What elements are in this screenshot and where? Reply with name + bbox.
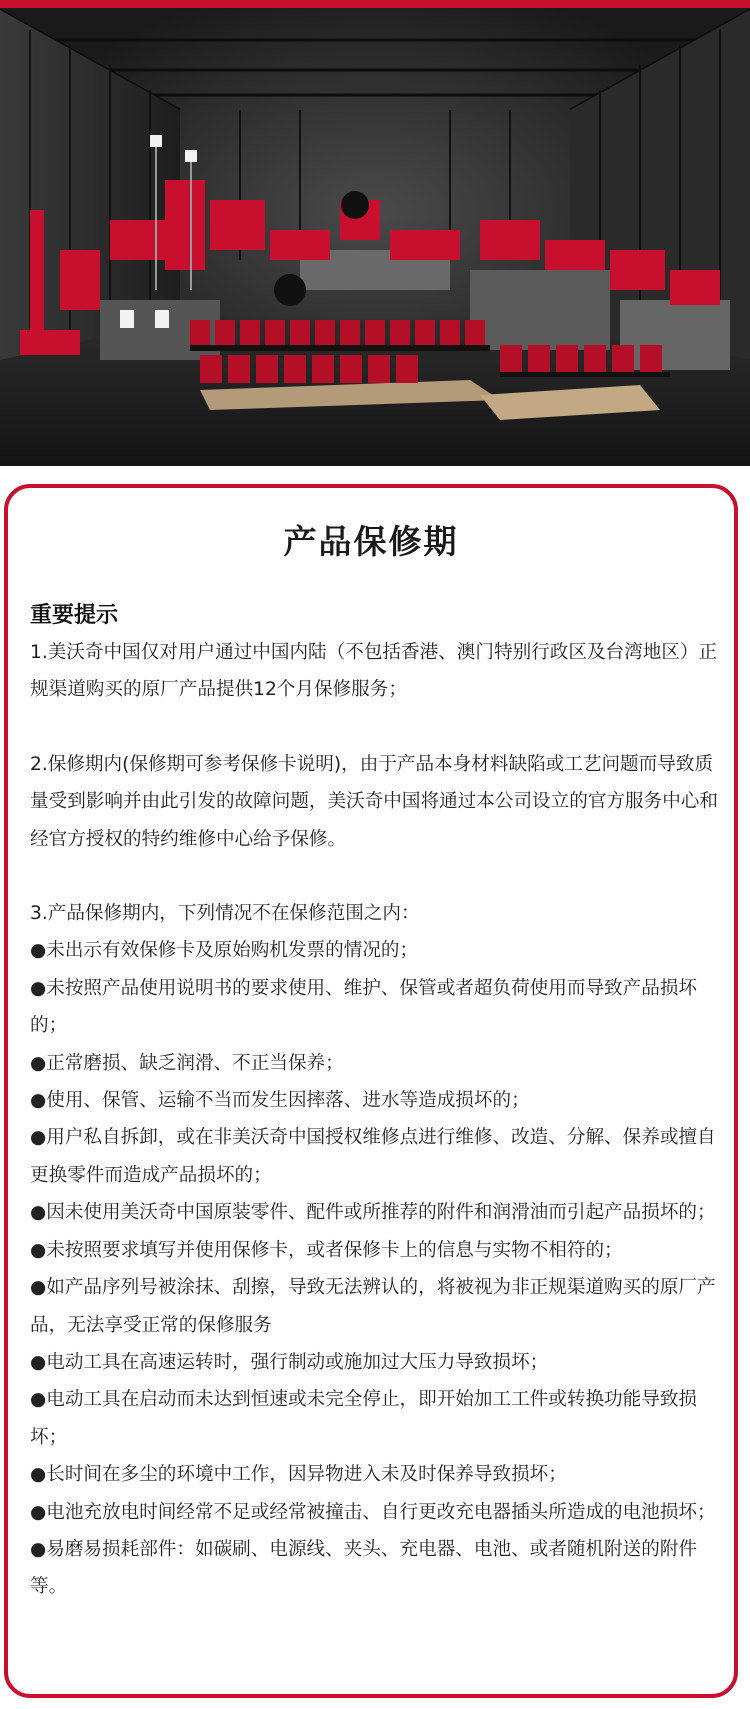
notice-heading: 重要提示	[30, 603, 119, 628]
list-item: ●电动工具在启动而未达到恒速或未完全停止，即开始加工工件或转换功能导致损坏；	[30, 1389, 698, 1448]
list-item: ●因未使用美沃奇中国原装零件、配件或所推荐的附件和润滑油而引起产品损坏的；	[30, 1202, 716, 1224]
paragraph-3: 3.产品保修期内，下列情况不在保修范围之内：	[30, 903, 420, 925]
list-item: ●未按照要求填写并使用保修卡，或者保修卡上的信息与实物不相符的；	[30, 1239, 623, 1261]
paragraph-1: 1.美沃奇中国仅对用户通过中国内陆（不包括香港、澳门特别行政区及台湾地区）正规渠道购买的原厂产品提供12个月保修服务；	[30, 642, 718, 701]
list-item: ●用户私自拆卸，或在非美沃奇中国授权维修点进行维修、改造、分解、保养或擅自更换零件而造成产品损坏的；	[30, 1127, 716, 1186]
hero-banner	[0, 0, 750, 466]
list-item: ●电动工具在高速运转时，强行制动或施加过大压力导致损坏；	[30, 1351, 549, 1373]
list-item: ●未出示有效保修卡及原始购机发票的情况的；	[30, 940, 419, 962]
list-item: ●易磨易损耗部件：如碳刷、电源线、夹头、充电器、电池、或者随机附送的附件等。	[30, 1538, 698, 1598]
list-item: ●正常磨损、缺乏润滑、不正当保养；	[30, 1052, 344, 1074]
warranty-body	[30, 598, 720, 1606]
tools-showroom-photo	[0, 0, 750, 466]
list-item: ●如产品序列号被涂抹、刮擦，导致无法辨认的，将被视为非正规渠道购买的原厂产品，无法享受正常的保修服务	[30, 1277, 716, 1336]
warranty-card	[4, 484, 738, 1698]
list-item: ●电池充放电时间经常不足或经常被撞击、自行更改充电器插头所造成的电池损坏；	[30, 1501, 716, 1523]
paragraph-2: 2.保修期内(保修期可参考保修卡说明)，由于产品本身材料缺陷或工艺问题而导致质量受到影响并由此引发的故障问题，美沃奇中国将通过本公司设立的官方服务中心和经官方授权的特约维修中心给予保修。	[30, 753, 718, 850]
page-title: 产品保修期	[283, 522, 459, 561]
list-item: ●长时间在多尘的环境中工作，因异物进入未及时保养导致损坏；	[30, 1464, 567, 1486]
list-item: ●未按照产品使用说明书的要求使用、维护、保管或者超负荷使用而导致产品损坏的；	[30, 977, 698, 1037]
list-item: ●使用、保管、运输不当而发生因摔落、进水等造成损坏的；	[30, 1090, 530, 1112]
